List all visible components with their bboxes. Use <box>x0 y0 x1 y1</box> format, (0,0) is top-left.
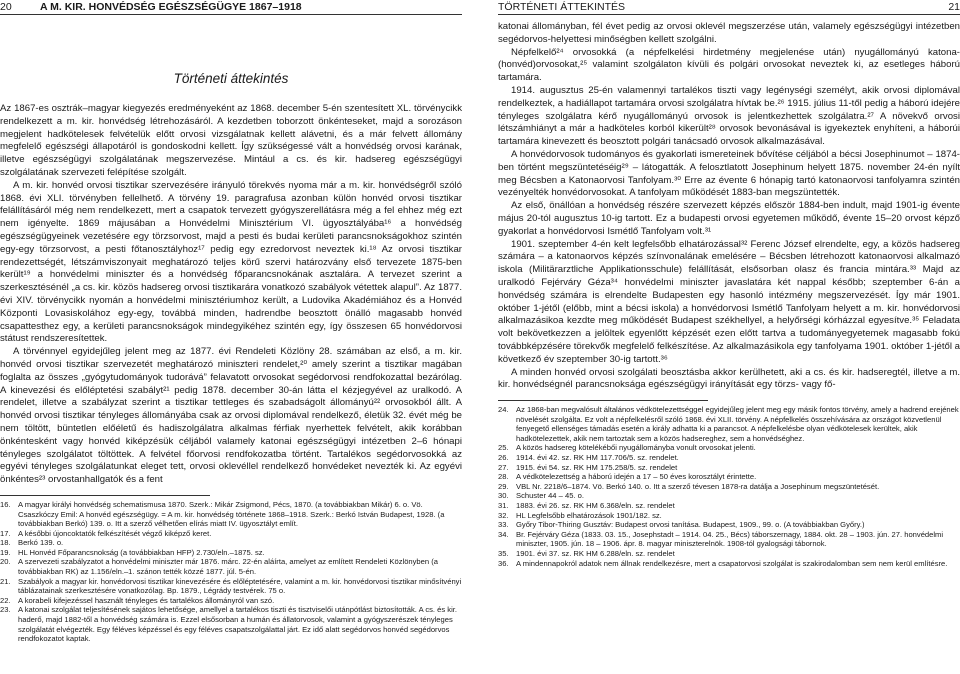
footnote-text: Szabályok a magyar kir. honvédorvosi tisztikar kinevezésére és előléptetésére, valamint a m. kir. honvédorvosi tisztikar minősítvényi táblázatainak szerkesztésére vonatkozólag. Bp. 1879., Légrády testvérek. 75 o. <box>18 576 462 596</box>
footnote-text: A katonai szolgálat teljesítésének sajátos lehetősége, amellyel a tartalékos tiszti és tisztviselői utánpótlást biztosították. A cs. és kir. haderő, majd 1882-től a honvédség számára is. Ezzel elsősorban a humán és állatorvosok, valamint a gyógyszerészek tényleges szolgálatát elvégezték. Egy féléves képzéssel és egy féléves csapatszolgálattal járt. Ez idő alatt segédorvos honvéd segédorvos rendfokozatot kaptak. <box>18 605 457 644</box>
footnote-separator <box>0 495 210 496</box>
left-page-header <box>0 0 462 15</box>
footnote-separator <box>498 400 708 401</box>
footnote <box>498 511 960 521</box>
left-page <box>0 0 462 674</box>
footnote-text: 1914. évi 42. sz. RK HM 117.706/5. sz. rendelet. <box>516 453 679 463</box>
footnote <box>498 443 960 453</box>
footnote <box>0 557 462 576</box>
footnote <box>0 538 462 548</box>
footnote <box>498 491 960 501</box>
left-page-number: 20 <box>0 1 12 13</box>
footnote-number: 32. <box>498 510 509 520</box>
footnote-number: 29. <box>498 481 509 491</box>
left-footnotes <box>0 500 462 644</box>
footnote-number: 20. <box>0 557 11 567</box>
footnote-text: A védkötelezettség a háború idején a 17 – 50 éves korosztályt érintette. <box>516 472 757 482</box>
right-body-text <box>498 21 960 392</box>
footnote <box>498 549 960 559</box>
section-title: Történeti áttekintés <box>173 71 289 86</box>
footnote-number: 27. <box>498 462 509 472</box>
left-paragraph: A m. kir. honvéd orvosi tisztikar szervezésére irányuló törekvés nyoma már a m. kir. honvédségről szóló 1868. évi XLI. törvényben fellelhető. A törvény 19. paragrafusa azonban külön honvéd orvosi tisztikar felállításáról még nem rendelkezett, mert a csapatok tervezett gyógyszerellátásra még a fel ehhez még ezt nem igényelte. 1869 májusában a Honvédelmi Minisztérium VI. ügyosztályába¹⁶ a honvédség egészségügyeinek vezetésére egy törzsorvost, majd a pesti és budai kerületi parancsnokságokhoz szintén egy-egy törzsorvost, a pesti főtanosztályhoz¹⁷ pedig egy ezredorvost neveztek ki.¹⁸ Az orvosi tisztikar rendezettségét, létszámviszonyait meghatározó teljes körű szervi határozvány első tervezete 1875-ben került¹⁹ a honvédelmi miniszter és a honvédség főparancsnokának asztalára. A tervezet szerint a szerkesztésénél „a cs. kir. közös hadsereg orvosi tisztikarára vonatkozó szabályok vétettek alapul”. Az 1877. évi XIV. törvénycikk nyomán a honvédelmi minisztériumhoz került, a Ludovika Akadémiához és a Honvéd Központi Lovasiskolához egy-egy, továbbá minden, hadrendbe beosztott önálló magasabb honvéd csapattesthez egy, a kerületi parancsnokságok mindegyikéhez szintén egy, így összesen 65 honvédorvosi státust rendszeresítettek. <box>0 179 462 345</box>
left-paragraph: A törvénnyel egyidejűleg jelent meg az 1877. évi Rendeleti Közlöny 28. számában az első, a m. kir. honvéd orvosi tisztikar szervezetét meghatározó miniszteri rendelet,²⁰ amely szerint a tisztikar magában foglalta az összes „gyógytudományok tudorává” felavatott orvosokat segédorvosi rendfokozattal bezárólag. A kinevezési és előléptetési szabályt²¹ pedig 1878. december 30-án látta el kézjegyével az uralkodó. A rendelet, illetve a szabályzat szerint a tisztikar tettleges és szabadságolt állományú²² orvosokból állt. A honvéd orvosi tisztikar tényleges állományába csak az orvosi diplomával rendelkező, életük 32. évét még be nem töltött, büntetlen előéletű és hadiszolgálatra alkalmas férfiak nyerhettek felvételt, akik korábban önkéntesként vagy honvéd kiképzésük céljából valamely katonai egészségügyi intézetben 2–6 hónapi tényleges szolgálatot töltöttek. A felvétel főorvosi rendfokozatba történt. Tartalékos segédorvosokká az egyévi tényleges szolgálatunkat eleget tett, orvosi oklevéllel rendelkező honvédeket nevezték ki. Az egyévi önkéntes²³ orvostanhallgatók és a fent <box>0 346 462 486</box>
footnote-text: 1915. évi 54. sz. RK HM 175.258/5. sz. rendelet <box>516 462 678 472</box>
footnote-number: 28. <box>498 472 509 482</box>
footnote <box>498 482 960 492</box>
footnote-number: 22. <box>0 595 11 605</box>
footnote <box>498 453 960 463</box>
footnote <box>498 520 960 530</box>
footnote-number: 31. <box>498 501 509 511</box>
footnote-text: Berkó 139. o. <box>18 538 64 548</box>
footnote-text: Az 1868-ban megvalósult általános védkötelezettséggel egyidejűleg jelent meg egy másik fontos törvény, amely a hadrend erejének növelését szolgálta. Ez volt a népfelkelésről szóló 1868. évi XLII. törvény. A népfelkelés összehívására az országot közvetlenül fenyegető ellenséges támadás esetén a király adhatta ki a parancsot. A népfelkelésbe olyan védkötelesek kerültek, akik hadkötelezettek, akik nem tartoztak sem a közös hadsereghez, sem a honvédséghez. <box>516 405 959 443</box>
right-page-number: 21 <box>948 1 960 13</box>
footnote-number: 36. <box>498 558 509 568</box>
right-paragraph: 1901. szeptember 4-én kelt legfelsőbb elhatározással³² Ferenc József elrendelte, egy, a közös hadsereg számára – a katonaorvos képzés színvonalának emelésére – Bécsben létrehozott katonaorvosi alkalmazó iskola (Militärarztliche Applikationsschule) felállítását, elsősorban olasz és francia mintára.³³ Majd az uralkodó Fejérváry Géza³⁴ honvédelmi miniszter javaslatára két nappal később; szeptember 6-án a honvédség számára is elrendelte Budapesten egy hasonló intézmény megszervezését. Így már 1901. október 1-jétől (előbb, mint a bécsi iskola) a honvédorvosi Ismétlő Tanfolyam helyett a m. kir. honvédorvosi alkalmazásikoa kezdte meg működését Budapest székhellyel, a helyőrségi kórházzal egyesítve.³⁵ Feladata volt bekövetkezzen a jelöltek egyenlőtt képzését ezen előtt tartva a tudományegyetemek magasabb fokú továbbképzésére törekvők megfelelő felkészítése. Az alkalmazásikola egy tanfolyama 1901. október 1-jétől a következő év szeptember 30-ig tartott.³⁶ <box>498 238 960 365</box>
footnote <box>0 577 462 596</box>
footnote-text: HL Honvéd Főparancsnokság (a továbbiakban HFP) 2.730/eln.–1875. sz. <box>18 547 265 557</box>
footnote-text: A későbbi újoncoktatók felkészítését végző kiképző keret. <box>18 528 212 538</box>
footnote-number: 34. <box>498 529 509 539</box>
left-body-text <box>0 103 462 487</box>
footnote-number: 23. <box>0 605 11 615</box>
footnote <box>498 530 960 549</box>
footnote-text: Győry Tibor-Thiring Gusztáv: Budapest orvosi tanítása. Budapest, 1909., 99. o. (A továbbiakban Győry.) <box>516 520 865 530</box>
footnote <box>498 559 960 569</box>
footnote <box>498 501 960 511</box>
footnote-text: 1901. évi 37. sz. RK HM 6.288/eln. sz. rendelet <box>516 549 675 559</box>
footnote-text: A korabeli kifejezéssel használt tényleges és tartalékos állományról van szó. <box>18 595 275 605</box>
footnote-text: A magyar királyi honvédség schematismusa 1870. Szerk.: Mikár Zsigmond, Pécs, 1870. (a továbbiakban Mikár) 6. o. Vö. Csaszkóczy Emil: A honvéd egészségügy. = A m. kir. honvédség története 1868–1918. Szerk.: Berkó István Budapest, 1928. (a továbbiakban Berkó) 139. o. Itt a szerző vélhetően elírás miatt IV. ügyosztályt említ. <box>18 499 445 529</box>
footnote <box>0 529 462 539</box>
footnote-number: 30. <box>498 491 509 501</box>
footnote-text: VBL Nr. 2218/6–1874. Vö. Berkó 140. o. Itt a szerző tévesen 1878-ra datálja a Josephinum megszüntetését. <box>516 481 880 491</box>
right-page <box>498 0 960 674</box>
right-paragraph: katonai állományban, fél évet pedig az orvosi oklevél megszerzése után, valamely egészségügyi intézetben segédorvos-helyettesi minőségben kellett szolgálni. <box>498 21 960 45</box>
right-footnotes <box>498 405 960 568</box>
footnote-text: Br. Fejérváry Géza (1833. 03. 15., Josephstadt – 1914. 04. 25., Bécs) táborszernagy, 1884. okt. 28 – 1903. jún. 27. honvédelmi miniszter, 1905. jún. 18 – 1906. ápr. 8. magyar miniszterelnök. 1908-tól gyalogsági tábornok. <box>516 529 944 549</box>
left-paragraph: Az 1867-es osztrák–magyar kiegyezés eredményeként az 1868. december 5-én szentesített XL. törvénycikk rendelkezett a m. kir. honvédség létrehozásáról. A kezdetben toborzott önkénteseket, majd a sorozáson megjelent hadkötelesek felvételük előtt orvosi vizsgálatnak kellett alávetni, és a már felvett állomány megfelelő egészségi állapotáról is gondoskodni kellett. Így szükségessé vált a honvédség orvosi karának, illetve egészségügyi szolgálatának megszervezése. Mintául a cs. és kir. hadsereg egészségügyi szolgálatának szervezeti felépítése szolgált. <box>0 103 462 178</box>
footnote-number: 26. <box>498 453 509 463</box>
footnote-number: 17. <box>0 528 11 538</box>
right-paragraph: A minden honvéd orvosi szolgálati beosztásba akkor kerülhetett, aki a cs. és kir. hadseregtél, illetve a m. kir. honvédségnél parancsnoksága egészségügyi irányítását egy törzs- vagy fő- <box>498 366 960 391</box>
right-page-header <box>498 0 960 15</box>
footnote-text: 1883. évi 26. sz. RK HM 6.368/eln. sz. rendelet <box>516 501 675 511</box>
right-paragraph: Népfelkelő²⁴ orvosokká (a népfelkelési hirdetmény megjelenése után) nyugállományú katona-(honvéd)orvosokat,²⁵ valamint szolgálaton kívüli és polgári orvosokat neveztek ki, az esetleges háború tartamára. <box>498 46 960 84</box>
footnote-number: 16. <box>0 499 11 509</box>
left-running-title: A M. KIR. HONVÉDSÉG EGÉSZSÉGÜGYE 1867–1918 <box>40 1 302 13</box>
footnote-text: A mindennapokról adatok nem állnak rendelkezésre, mert a csapatorvosi szolgálat is szakirodalomban sem nem kerül említésre. <box>516 558 948 568</box>
footnote-text: A közös hadsereg kötelékébői nyugállományba vonult orvosokat jelenti. <box>516 443 756 453</box>
footnote-text: A szervezeti szabályzatot a honvédelmi miniszter már 1876. márc. 22-én aláírta, amelyet az említett Rendeleti Közlönyben (a továbbiakban RK) az 1.156/eln.–1. szánon tették közzé 1877. júl. 5-én. <box>18 557 438 577</box>
right-running-title: TÖRTÉNETI ÁTTEKINTÉS <box>498 1 625 13</box>
footnote-number: 19. <box>0 547 11 557</box>
footnote-number: 25. <box>498 443 509 453</box>
footnote-number: 35. <box>498 549 509 559</box>
footnote-number: 21. <box>0 576 11 586</box>
footnote <box>498 405 960 443</box>
right-paragraph: A honvédorvosok tudományos és gyakorlati ismereteinek bővítése céljából a bécsi Josephinumot – 1874-ben történt megszüntetéséig²⁹ – látogatták. A felosztlatott Josephinum helyett 1875. november 24-én nyílt meg Bécsben a Katonaorvosi Tanfolyam.³⁰ Erre az évente 6 hónapig tartó katonaorvosi tanfolyamra szintén vezényelték honvédorvosokat. A tanfolyam működését 1883-ban megszüntették. <box>498 148 960 199</box>
footnote-number: 24. <box>498 405 509 415</box>
right-paragraph: Az első, önállóan a honvédség részére szervezett képzés először 1884-ben indult, majd 1901-ig évente május 20-tól augusztus 10-ig tartott. Ez a budapesti orvosi egyetemen működő, évente 15–20 orvost képző gyakorlat a honvédorvosi Ismétlő Tanfolyam volt.³¹ <box>498 200 960 237</box>
footnote <box>0 548 462 558</box>
footnote <box>0 596 462 606</box>
footnote-number: 33. <box>498 520 509 530</box>
right-paragraph: 1914. augusztus 25-én valamennyi tartalékos tiszti vagy legénységi személyt, akik orvosi diplomával rendelkeztek, a hadiállapot tartamára orvosi szolgálatra hívtak be.²⁶ 1915. július 11-től pedig a háború idejére tényleges szolgálatra kérő nyugállományú orvosok is jelentkezhettek szolgálatra.²⁷ A növekvő orvosi létszámhiányt a már a hadköteles korból kikerült²⁸ orvosok bevonásával is igyekeztek enyhíteni, a háborúi tartamára kinevezett és beosztott polgári tanácsadó orvosok alkalmazásával. <box>498 84 960 148</box>
footnote <box>0 500 462 529</box>
footnote-text: HL Legfelsőbb elhatározások 1901/182. sz. <box>516 510 662 520</box>
footnote <box>498 463 960 473</box>
footnote-number: 18. <box>0 538 11 548</box>
footnote-text: Schuster 44 – 45. o. <box>516 491 584 501</box>
footnote <box>0 605 462 643</box>
footnote <box>498 472 960 482</box>
